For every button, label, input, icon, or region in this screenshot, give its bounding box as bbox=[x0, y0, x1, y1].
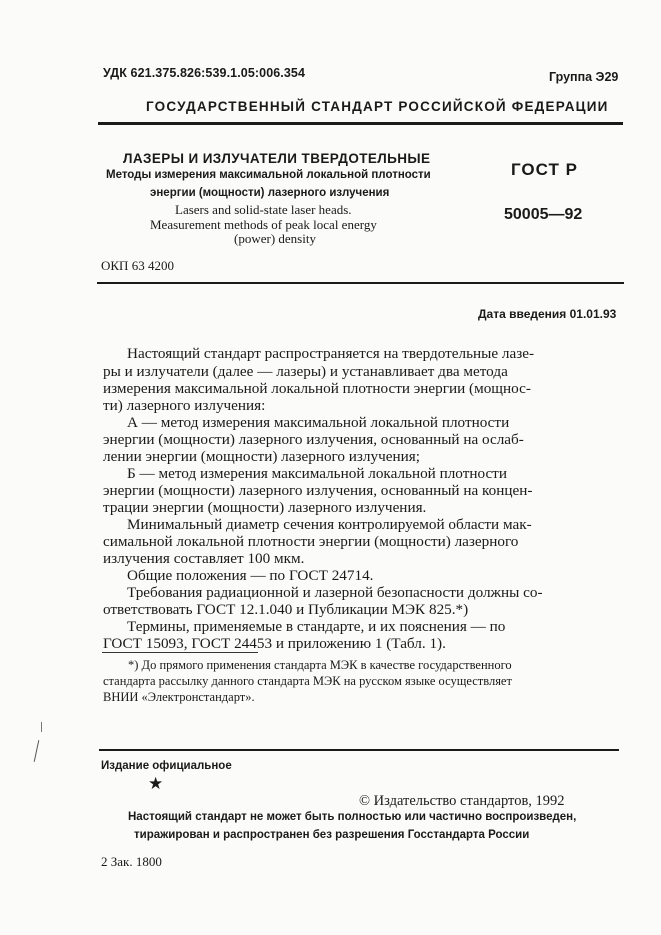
body-line: ответствовать ГОСТ 12.1.040 и Публикации МЭК 825.*) bbox=[103, 601, 469, 618]
english-title-line-2: Measurement methods of peak local energy bbox=[150, 217, 377, 232]
footnote-divider bbox=[102, 652, 258, 653]
footnote-line: ВНИИ «Электронстандарт». bbox=[103, 690, 255, 704]
margin-mark bbox=[41, 722, 42, 732]
star-icon: ★ bbox=[148, 774, 164, 794]
bottom-divider bbox=[99, 749, 619, 751]
body-line: Б — метод измерения максимальной локальной плотности bbox=[127, 465, 507, 482]
body-line: энергии (мощности) лазерного излучения, основанный на концен- bbox=[103, 482, 533, 499]
document-title: ЛАЗЕРЫ И ИЗЛУЧАТЕЛИ ТВЕРДОТЕЛЬНЫЕ bbox=[123, 151, 431, 166]
reproduction-notice-line-1: Настоящий стандарт не может быть полностью или частично воспроизведен, bbox=[128, 811, 577, 823]
official-edition-label: Издание официальное bbox=[101, 760, 232, 772]
body-line: трации энергии (мощности) лазерного излучения. bbox=[103, 499, 427, 516]
document-subtitle-line-1: Методы измерения максимальной локальной плотности bbox=[106, 169, 431, 181]
body-line: измерения максимальной локальной плотности энергии (мощнос- bbox=[103, 380, 531, 397]
udk-code: УДК 621.375.826:539.1.05:006.354 bbox=[103, 66, 306, 80]
margin-mark bbox=[34, 740, 40, 762]
body-line: Общие положения — по ГОСТ 24714. bbox=[127, 567, 374, 584]
body-line: Требования радиационной и лазерной безопасности должны со- bbox=[127, 584, 543, 601]
body-line: лении энергии (мощности) лазерного излучения; bbox=[103, 448, 420, 465]
english-title-line-1: Lasers and solid-state laser heads. bbox=[175, 202, 352, 217]
footnote-line: стандарта рассылку данного стандарта МЭК на русском языке осуществляет bbox=[103, 674, 512, 688]
middle-divider bbox=[97, 282, 624, 284]
body-line: ти) лазерного излучения: bbox=[103, 397, 266, 414]
body-line: Термины, применяемые в стандарте, и их пояснения — по bbox=[127, 618, 506, 635]
body-line: излучения составляет 100 мкм. bbox=[103, 550, 305, 567]
body-line: симальной локальной плотности энергии (мощности) лазерного bbox=[103, 533, 519, 550]
top-divider bbox=[98, 122, 623, 125]
document-subtitle-line-2: энергии (мощности) лазерного излучения bbox=[150, 187, 390, 199]
order-number: 2 Зак. 1800 bbox=[101, 854, 162, 869]
okp-code: ОКП 63 4200 bbox=[101, 258, 174, 273]
english-title-line-3: (power) density bbox=[234, 231, 316, 246]
body-line: энергии (мощности) лазерного излучения, основанный на ослаб- bbox=[103, 431, 524, 448]
body-line: Настоящий стандарт распространяется на твердотельные лазе- bbox=[127, 345, 535, 362]
copyright-notice: © Издательство стандартов, 1992 bbox=[359, 793, 565, 809]
body-line: А — метод измерения максимальной локальной плотности bbox=[127, 414, 510, 431]
footnote-line: *) До прямого применения стандарта МЭК в качестве государственного bbox=[128, 658, 512, 672]
body-line: ры и излучатели (далее — лазеры) и устанавливает два метода bbox=[103, 363, 508, 380]
gost-label: ГОСТ Р bbox=[511, 160, 578, 179]
body-line: Минимальный диаметр сечения контролируемой области мак- bbox=[127, 516, 532, 533]
reproduction-notice-line-2: тиражирован и распространен без разрешения Госстандарта России bbox=[134, 829, 530, 841]
state-standard-heading: ГОСУДАРСТВЕННЫЙ СТАНДАРТ РОССИЙСКОЙ ФЕДЕРАЦИИ bbox=[146, 99, 609, 114]
gost-number: 50005—92 bbox=[504, 206, 583, 223]
group-code: Группа Э29 bbox=[549, 70, 619, 84]
body-line: ГОСТ 15093, ГОСТ 24453 и приложению 1 (Табл. 1). bbox=[103, 635, 446, 652]
introduction-date: Дата введения 01.01.93 bbox=[478, 307, 617, 321]
